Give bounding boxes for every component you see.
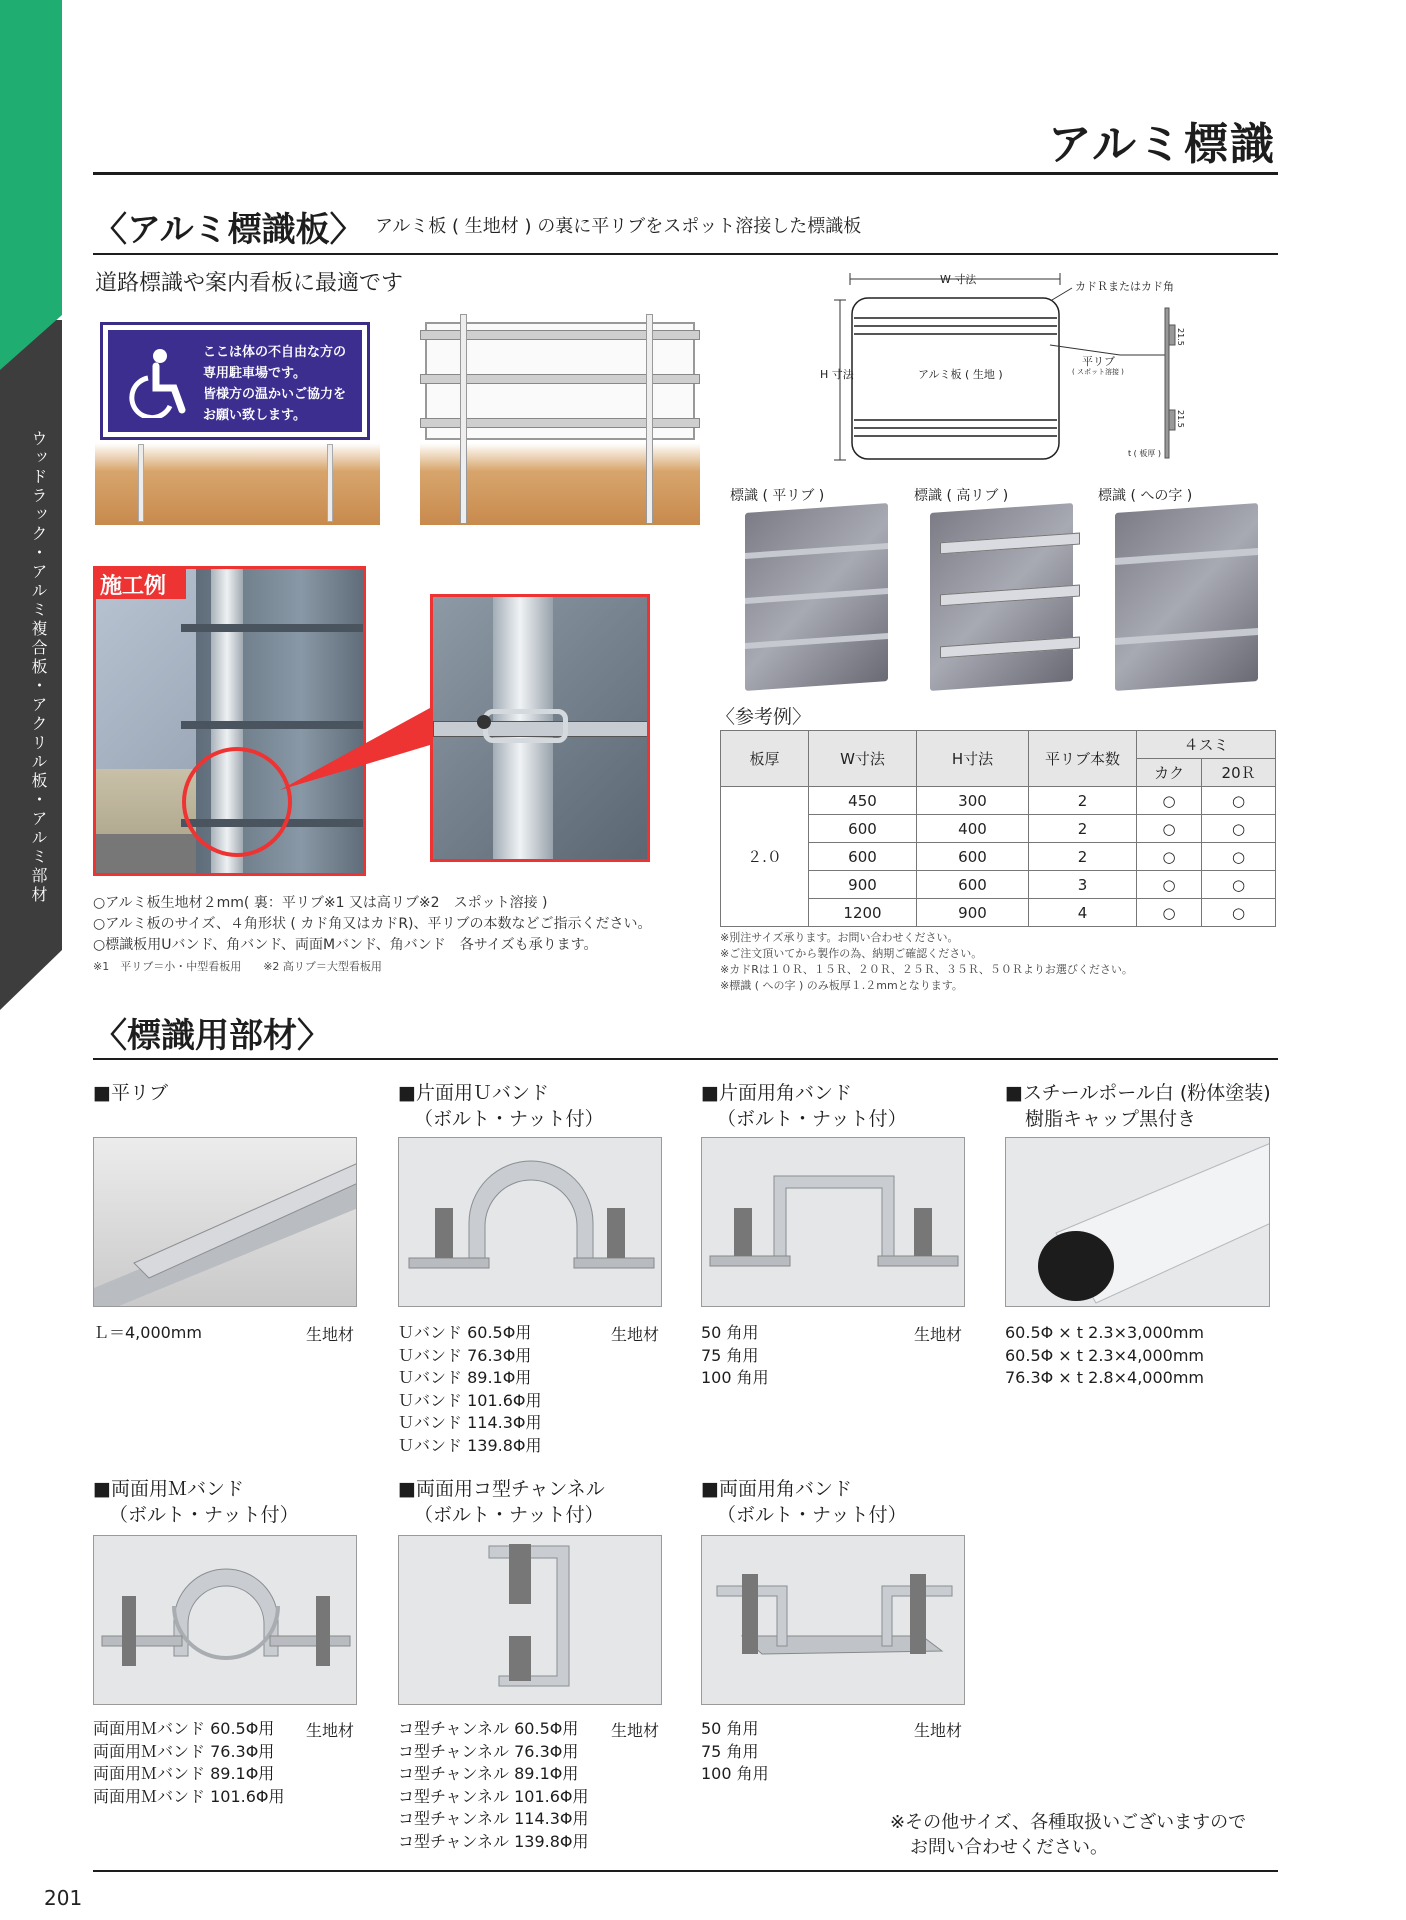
rib-bar — [745, 543, 888, 559]
table-cell: ○ — [1202, 899, 1276, 927]
part-photo-double-square-band — [701, 1535, 965, 1705]
table-cell: ○ — [1202, 843, 1276, 871]
part-spec-line: コ型チャンネル 101.6Φ用 — [398, 1786, 589, 1806]
part-spec-line: 75 角用 — [701, 1345, 759, 1365]
rib-label: 平リブ — [1082, 355, 1115, 368]
section-title-parts: 〈標識用部材〉 — [93, 1016, 331, 1056]
variant-label-high-rib: 標識 ( 高リブ ) — [914, 488, 1009, 504]
sign-message-line: 皆様方の温かいご協力を — [203, 387, 347, 402]
part-spec-list — [93, 1322, 202, 1345]
sign-photo — [95, 310, 380, 525]
part-spec-line: Ｕバンド 76.3Φ用 — [398, 1345, 532, 1365]
part-photo-steel-pole — [1005, 1137, 1270, 1307]
title-rule — [93, 172, 1278, 175]
table-cell: 600 — [917, 843, 1029, 871]
closing-note-line: お問い合わせください。 — [910, 1837, 1108, 1858]
note-line: ※標識 ( への字 ) のみ板厚１.２mmとなります。 — [720, 979, 963, 992]
part-title-line: ■平リブ — [93, 1082, 168, 1104]
highlight-circle — [182, 747, 292, 857]
installation-label: 施工例 — [96, 569, 186, 599]
part-title-line: ■両面用角バンド — [701, 1478, 852, 1500]
part-photo-flat-rib — [93, 1137, 357, 1307]
footnote: ※1 平リブ＝小・中型看板用 ※2 高リブ＝大型看板用 — [93, 960, 382, 973]
part-title-line: （ボルト・ナット付） — [717, 1108, 907, 1130]
part-title-line: ■両面用コ型チャンネル — [398, 1478, 605, 1500]
part-photo-u-band — [398, 1137, 662, 1307]
part-spec-list — [701, 1718, 769, 1786]
sign-post-left — [138, 444, 144, 522]
double-square-band-image — [702, 1536, 965, 1705]
table-cell: ○ — [1137, 899, 1202, 927]
side-tab-accent — [0, 0, 62, 370]
part-spec-line: 100 角用 — [701, 1368, 769, 1387]
rib-bar — [1115, 548, 1258, 565]
table-cell: 600 — [809, 843, 917, 871]
table-cell: 900 — [809, 871, 917, 899]
closing-note-line: ※その他サイズ、各種取扱いございますので — [890, 1812, 1247, 1833]
part-spec-line: 両面用Ｍバンド 76.3Φ用 — [93, 1741, 275, 1761]
table-cell: 3 — [1029, 871, 1137, 899]
sign-rear-photo — [420, 310, 700, 525]
part-spec-line: 100 角用 — [701, 1764, 769, 1783]
table-cell: ○ — [1137, 871, 1202, 899]
part-spec-line: 60.5Φ × t 2.3×4,000mm — [1005, 1345, 1204, 1365]
column-subheader: 20Ｒ — [1202, 759, 1276, 787]
table-cell: 600 — [809, 815, 917, 843]
part-title — [93, 1476, 299, 1528]
table-cell: ○ — [1137, 815, 1202, 843]
side-dimension-bottom: 21.5 — [1176, 410, 1185, 428]
rib-bar — [745, 588, 888, 604]
part-title-line: （ボルト・ナット付） — [717, 1504, 907, 1526]
table-cell: ○ — [1137, 843, 1202, 871]
part-spec-line: Ｕバンド 60.5Φ用 — [398, 1323, 532, 1342]
closeup-photo — [430, 594, 650, 862]
part-title — [701, 1476, 907, 1528]
part-photo-square-band — [701, 1137, 965, 1307]
wheelchair-icon — [116, 348, 186, 418]
table-cell: ○ — [1202, 787, 1276, 815]
part-title-line: 樹脂キャップ黒付き — [1025, 1108, 1197, 1130]
table-cell: 400 — [917, 815, 1029, 843]
reference-title: 〈参考例〉 — [716, 706, 812, 728]
part-title — [701, 1080, 907, 1132]
note-line: ○アルミ板生地材２mm( 裏：平リブ※1 又は高リブ※2 スポット溶接 ) — [93, 895, 548, 911]
page-title: アルミ標識 — [1047, 119, 1276, 170]
sign-face — [108, 330, 362, 432]
part-spec-line: 両面用Ｍバンド 101.6Φ用 — [93, 1786, 285, 1806]
part-material: 生地材 — [611, 1325, 660, 1344]
part-title-line: （ボルト・ナット付） — [414, 1504, 604, 1526]
part-title-line: ■片面用角バンド — [701, 1082, 852, 1104]
part-spec-line: 50 角用 — [701, 1719, 759, 1738]
thickness-label: t ( 板厚 ) — [1128, 449, 1162, 458]
section-rule — [93, 253, 1278, 255]
steel-pole-image — [1006, 1138, 1270, 1307]
part-spec-line: コ型チャンネル 139.8Φ用 — [398, 1831, 589, 1851]
rib-bar — [1115, 628, 1258, 645]
table-cell: 2 — [1029, 815, 1137, 843]
sign-post-right — [327, 444, 333, 522]
table-cell: 900 — [917, 899, 1029, 927]
part-spec-line: Ｕバンド 89.1Φ用 — [398, 1368, 532, 1387]
column-header: ４スミ — [1137, 731, 1276, 759]
reference-notes — [720, 930, 1133, 994]
table-cell: ○ — [1202, 871, 1276, 899]
bolt-icon — [477, 715, 491, 729]
tagline: 道路標識や案内看板に最適です — [95, 271, 404, 296]
part-material: 生地材 — [306, 1325, 355, 1344]
m-band-image — [94, 1536, 357, 1705]
part-spec-line: 両面用Ｍバンド 89.1Φ用 — [93, 1764, 275, 1783]
part-spec-line: コ型チャンネル 60.5Φ用 — [398, 1719, 579, 1738]
dimension-diagram — [820, 270, 1200, 470]
rib-bar — [940, 533, 1080, 555]
part-spec-list — [1005, 1322, 1204, 1390]
part-spec-list — [701, 1322, 769, 1390]
table-row — [721, 787, 1276, 815]
part-title-line: ■両面用Ｍバンド — [93, 1478, 244, 1500]
rib-bar — [940, 637, 1080, 659]
part-title — [398, 1476, 605, 1528]
variant-label-bent: 標識 ( への字 ) — [1098, 488, 1193, 504]
part-spec-line: 60.5Φ × t 2.3×3,000mm — [1005, 1323, 1204, 1342]
part-spec-list — [93, 1718, 285, 1808]
part-spec-line: 両面用Ｍバンド 60.5Φ用 — [93, 1719, 275, 1738]
part-spec-list — [398, 1718, 589, 1853]
corner-label: カドＲまたはカド角 — [1075, 280, 1174, 293]
variant-photo-flat-rib — [745, 503, 888, 691]
part-spec-line: コ型チャンネル 89.1Φ用 — [398, 1764, 579, 1783]
note-line: ※カドRは１０Ｒ、１５Ｒ、２０Ｒ、２５Ｒ、３５Ｒ、５０Ｒよりお選びください。 — [720, 963, 1133, 976]
variant-label-flat-rib: 標識 ( 平リブ ) — [730, 488, 825, 504]
part-title-line: ■片面用Ｕバンド — [398, 1082, 549, 1104]
part-material: 生地材 — [914, 1721, 963, 1740]
table-cell: 4 — [1029, 899, 1137, 927]
note-line: ※別注サイズ承ります。お問い合わせください。 — [720, 931, 959, 944]
callout-pointer — [280, 700, 440, 810]
part-title — [398, 1080, 604, 1132]
c-channel-image — [399, 1536, 662, 1705]
sign-notes — [93, 893, 652, 956]
note-line: ※ご注文頂いてから製作の為、納期ご確認ください。 — [720, 947, 983, 960]
part-title — [1005, 1080, 1271, 1132]
column-header: 板厚 — [721, 731, 809, 787]
section-rule — [93, 1058, 1278, 1060]
sign-message-line: ここは体の不自由な方の — [203, 345, 347, 360]
sign-message-line: お願い致します。 — [203, 408, 306, 423]
square-band-image — [702, 1138, 965, 1307]
side-dimension-top: 21.5 — [1176, 328, 1185, 346]
table-cell: 300 — [917, 787, 1029, 815]
part-spec-line: Ｕバンド 139.8Φ用 — [398, 1435, 542, 1455]
u-band-image — [399, 1138, 662, 1307]
closing-note — [890, 1810, 1246, 1860]
rib-bar — [745, 633, 888, 649]
post-right — [646, 314, 653, 524]
part-spec-line: 75 角用 — [701, 1741, 759, 1761]
part-photo-c-channel — [398, 1535, 662, 1705]
part-material: 生地材 — [914, 1325, 963, 1344]
part-spec-line: Ｕバンド 114.3Φ用 — [398, 1413, 542, 1432]
part-spec-list — [398, 1322, 542, 1457]
part-material: 生地材 — [306, 1721, 355, 1740]
w-dimension-label: W 寸法 — [940, 273, 977, 286]
sign-board — [100, 322, 370, 440]
thickness-cell: ２.０ — [721, 787, 809, 927]
column-subheader: カク — [1137, 759, 1202, 787]
part-title-line: （ボルト・ナット付） — [414, 1108, 604, 1130]
rib-bar — [940, 585, 1080, 607]
closeup-band — [483, 709, 568, 743]
table-cell: 1200 — [809, 899, 917, 927]
part-spec-line: 76.3Φ × t 2.8×4,000mm — [1005, 1368, 1204, 1387]
variant-photo-bent — [1115, 503, 1258, 691]
variant-photo-high-rib — [930, 503, 1073, 691]
rib-bar — [181, 624, 366, 632]
page-number: 201 — [44, 1886, 83, 1910]
flat-rib-image — [94, 1138, 357, 1307]
part-title-line: （ボルト・ナット付） — [109, 1504, 299, 1526]
column-header: H寸法 — [917, 731, 1029, 787]
part-material: 生地材 — [611, 1721, 660, 1740]
post-left — [460, 314, 467, 524]
part-photo-m-band — [93, 1535, 357, 1705]
part-spec-line: コ型チャンネル 114.3Φ用 — [398, 1809, 589, 1828]
column-header: W寸法 — [809, 731, 917, 787]
table-cell: 450 — [809, 787, 917, 815]
section-title-sign-board: 〈アルミ標識板〉 — [93, 210, 364, 250]
part-title-line: ■スチールポール白 (粉体塗装) — [1005, 1082, 1271, 1104]
table-cell: ○ — [1202, 815, 1276, 843]
part-title — [93, 1080, 168, 1106]
table-cell: 600 — [917, 871, 1029, 899]
part-spec-line: 50 角用 — [701, 1323, 759, 1342]
reference-table — [720, 730, 1276, 927]
table-header-row — [721, 731, 1276, 759]
panel-label: アルミ板 ( 生地 ) — [918, 368, 1003, 381]
table-cell: 2 — [1029, 787, 1137, 815]
sign-message-line: 専用駐車場です。 — [203, 366, 306, 381]
h-dimension-label: H 寸法 — [820, 368, 854, 381]
rib-sublabel: ( スポット溶接 ) — [1072, 368, 1124, 376]
table-cell: ○ — [1137, 787, 1202, 815]
note-line: ○標識板用Uバンド、角バンド、両面Mバンド、角バンド 各サイズも承ります。 — [93, 937, 598, 953]
part-spec-line: Ｌ＝4,000mm — [93, 1323, 202, 1342]
column-header: 平リブ本数 — [1029, 731, 1137, 787]
footer-rule — [93, 1870, 1278, 1872]
part-spec-line: Ｕバンド 101.6Φ用 — [398, 1390, 542, 1410]
section-subtitle: アルミ板 ( 生地材 ) の裏に平リブをスポット溶接した標識板 — [375, 216, 862, 237]
note-line: ○アルミ板のサイズ、４角形状 ( カド角又はカドR)、平リブの本数などご指示ください。 — [93, 916, 652, 932]
table-cell: 2 — [1029, 843, 1137, 871]
side-tab-label: ウッドラック・アルミ複合板・アクリル板・アルミ部材 — [29, 430, 48, 905]
sign-message — [203, 342, 346, 426]
part-spec-line: コ型チャンネル 76.3Φ用 — [398, 1741, 579, 1761]
